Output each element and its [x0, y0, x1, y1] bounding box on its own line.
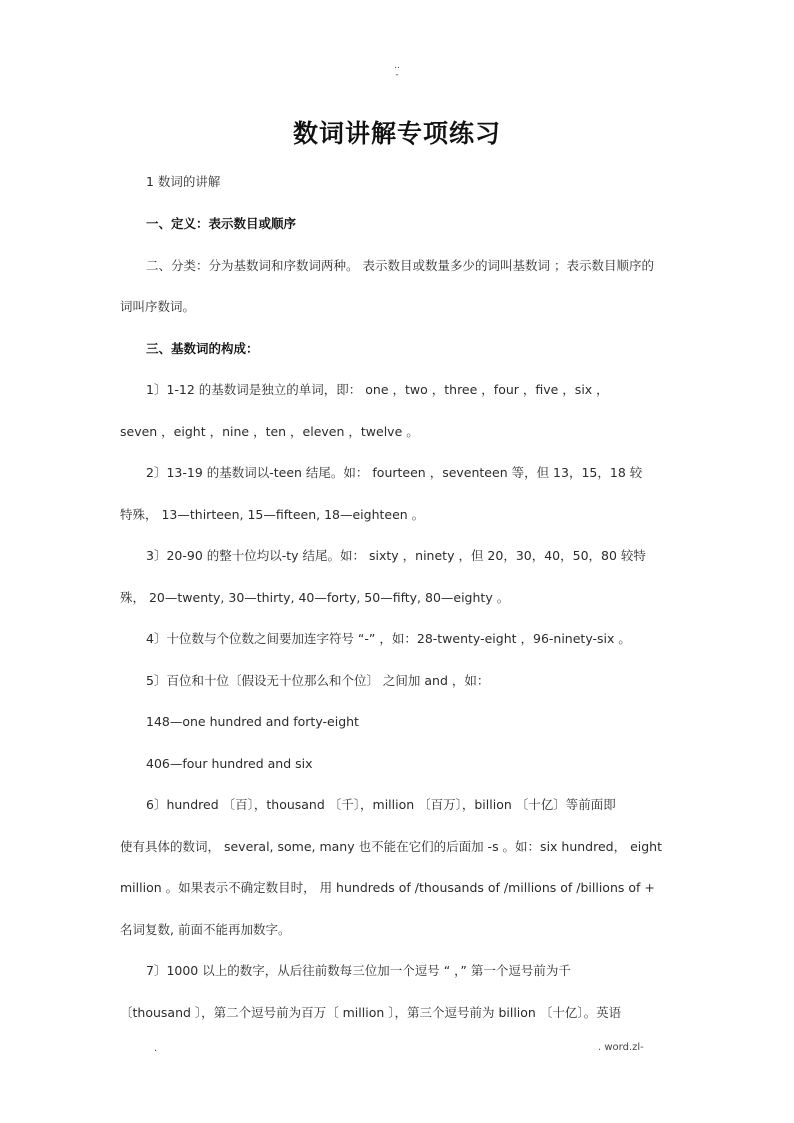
definition-heading: 一、定义：表示数目或顺序 — [146, 216, 297, 231]
footer-watermark: . word.zl- — [598, 1042, 644, 1053]
example-line: 148—one hundred and forty-eight — [146, 714, 359, 729]
paragraph-line: 7〕1000 以上的数字，从后往前数每三位加一个逗号 “ ，” 第一个逗号前为千 — [146, 963, 571, 978]
paragraph-line: 名词复数, 前面不能再加数字。 — [120, 922, 291, 937]
paragraph-line: million 。如果表示不确定数目时， 用 hundreds of /thousands of /millions of /billions of + — [120, 880, 655, 895]
paragraph-line: 5〕百位和十位〔假设无十位那么和个位〕 之间加 and ，如： — [146, 673, 490, 688]
footer-dot: . — [154, 1043, 158, 1054]
paragraph-line: 使有具体的数词， several, some, many 也不能在它们的后面加 -s 。如：six hundred， eight — [120, 839, 662, 854]
paragraph-line: 二、分类：分为基数词和序数词两种。 表示数目或数量多少的词叫基数词 ；表示数目顺序的 — [146, 258, 654, 273]
header-mark: .. - — [394, 61, 400, 80]
paragraph-line: seven ，eight ，nine ，ten ，eleven ，twelve 。 — [120, 424, 419, 439]
paragraph-line: 〔thousand 〕，第二个逗号前为百万〔 million 〕，第三个逗号前为 billion 〔十亿〕。英语 — [120, 1005, 622, 1020]
paragraph-line: 词叫序数词。 — [120, 299, 196, 314]
paragraph-line: 4〕十位数与个位数之间要加连字符号 “-” ，如：28-twenty-eight ，96-ninety-six 。 — [146, 631, 631, 646]
example-line: 406—four hundred and six — [146, 756, 313, 771]
paragraph-line: 2〕13-19 的基数词以-teen 结尾。如： fourteen ，seventeen 等，但 13，15，18 较 — [146, 465, 643, 480]
paragraph-line: 殊， 20—twenty, 30—thirty, 40—forty, 50—fifty, 80—eighty 。 — [120, 590, 510, 605]
paragraph-line: 1〕1-12 的基数词是独立的单词，即： one ，two ，three ，four ，five ，six ， — [146, 382, 609, 397]
paragraph-line: 3〕20-90 的整十位均以-ty 结尾。如： sixty ，ninety ，但 20，30，40，50，80 较特 — [146, 548, 646, 563]
document-title: 数词讲解专项练习 — [292, 119, 501, 148]
subsection-heading: 三、基数词的构成： — [146, 341, 259, 356]
paragraph-line: 6〕hundred 〔百〕，thousand 〔千〕，million 〔百万〕，billion 〔十亿〕等前面即 — [146, 797, 616, 812]
section-heading: 1 数词的讲解 — [146, 174, 221, 189]
paragraph-line: 特殊， 13—thirteen, 15—fifteen, 18—eighteen 。 — [120, 507, 425, 522]
